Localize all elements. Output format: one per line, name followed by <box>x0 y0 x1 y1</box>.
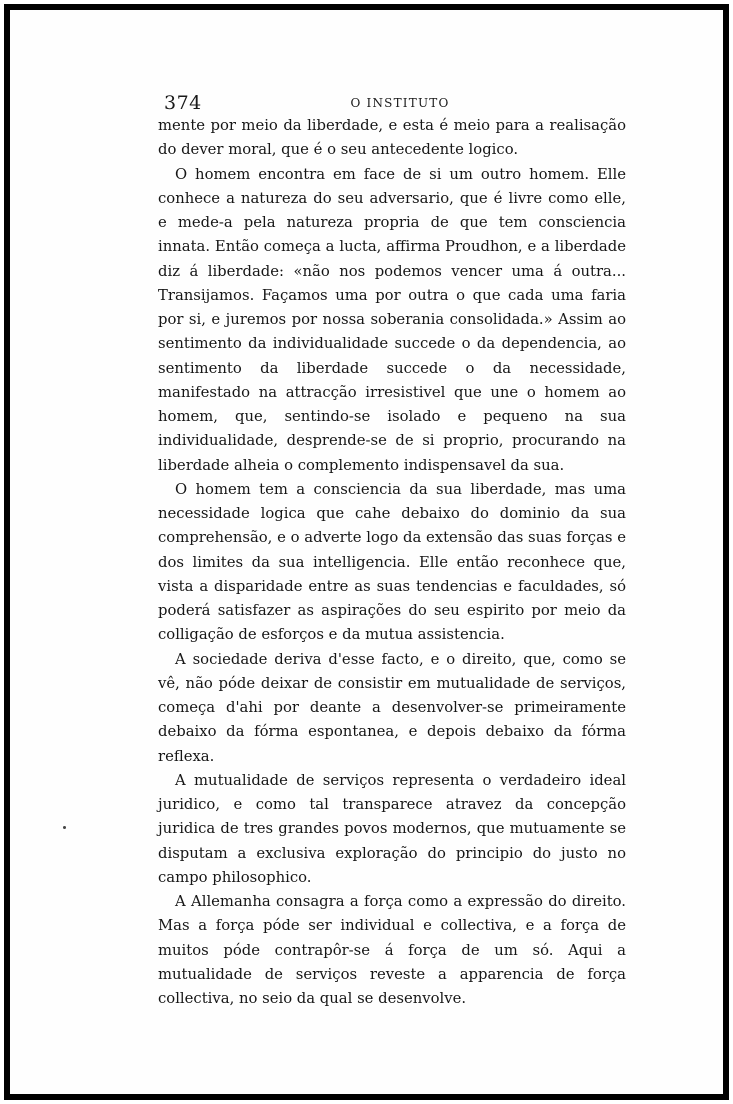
paragraph: O homem tem a consciencia da sua liberdade, mas uma necessidade logica que cahe debaixo do dominio da sua comprehensão, e o adverte logo da extensão das suas forças e dos limites da sua intelligencia. Elle então reconhece que, vista a disparidade entre as suas tendencias e faculdades, só poderá satisfazer as aspirações do seu espirito por meio da colligação de esforços e da mutua assistencia. <box>158 480 626 644</box>
paragraph: A mutualidade de serviços representa o verdadeiro ideal juridico, e como tal transparece atravez da concepção juridica de tres grandes povos modernos, que mutuamente se disputam a exclusiva exploração do principio do justo no campo philosophico. <box>158 771 626 886</box>
page-number: 374 <box>164 92 202 114</box>
page-header <box>164 92 636 116</box>
paragraph: O homem encontra em face de si um outro homem. Elle conhece a natureza do seu adversario, que é livre como elle, e mede-a pela natureza propria de que tem consciencia innata. Então começa a lucta, affirma Proudhon, e a liberdade diz á liberdade: «não nos podemos vencer uma á outra... Transijamos. Façamos uma por outra o que cada uma faria por si, e juremos por nossa soberania consolidada.» Assim ao sentimento da individualidade succede o da dependencia, ao sentimento da liberdade succede o da necessidade, manifestado na attracção irresistivel que une o homem ao homem, que, sentindo-se isolado e pequeno na sua individualidade, desprende-se de si proprio, procurando na liberdade alheia o complemento indispensavel da sua. <box>158 165 626 474</box>
paragraph: A Allemanha consagra a força como a expressão do direito. Mas a força póde ser individual e collectiva, e a força de muitos póde contrapôr-se á força de um só. Aqui a mutualidade de serviços reveste a apparencia de força collectiva, no seio da qual se desenvolve. <box>158 893 626 1007</box>
margin-speck <box>63 826 66 829</box>
running-head: O INSTITUTO <box>350 96 450 110</box>
paragraph: A sociedade deriva d'esse facto, e o direito, que, como se vê, não póde deixar de consistir em mutualidade de serviços, começa d'ahi por deante a desenvolver-se primeiramente debaixo da fórma espontanea, e depois debaixo da fórma reflexa. <box>158 650 626 765</box>
paragraph: mente por meio da liberdade, e esta é meio para a realisação do dever moral, que é o seu antecedente logico. <box>158 117 626 159</box>
body-text <box>158 114 626 1011</box>
